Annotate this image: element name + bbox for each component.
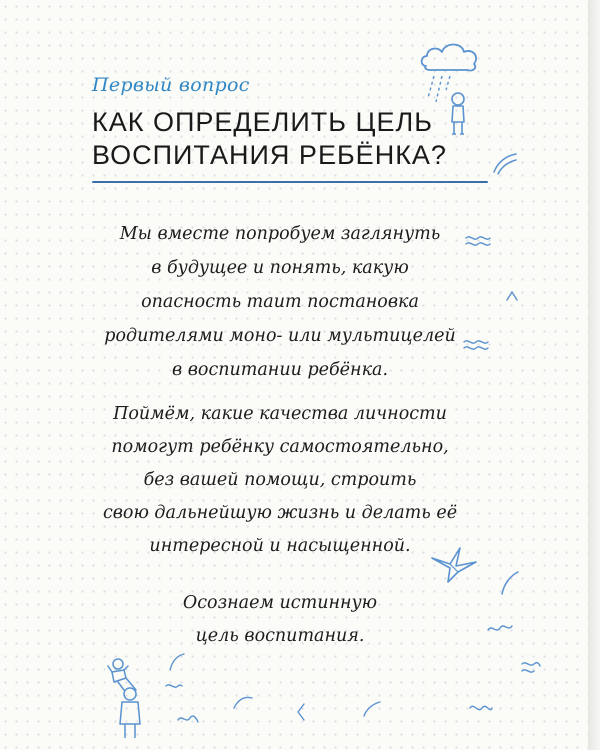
paragraph-line: в воспитании ребёнка. bbox=[171, 360, 389, 380]
title-line-2: ВОСПИТАНИЯ РЕБЁНКА? bbox=[92, 140, 447, 170]
paragraph-line: опасность таит постановка bbox=[141, 292, 419, 312]
paragraph-line: свою дальнейшую жизнь и делать её bbox=[102, 503, 458, 523]
wave-scribble-icon bbox=[498, 570, 520, 596]
wave-scribble-icon bbox=[492, 150, 518, 176]
paragraph-1 bbox=[70, 217, 490, 387]
child-in-rain-icon bbox=[446, 92, 470, 138]
wave-scribble-icon bbox=[360, 700, 382, 718]
title-line-1: КАК ОПРЕДЕЛИТЬ ЦЕЛЬ bbox=[92, 107, 433, 137]
paragraph-line: без вашей помощи, строить bbox=[143, 470, 417, 490]
paragraph-line: Поймём, какие качества личности bbox=[113, 404, 447, 424]
paragraph-line: родителями моно- или мультицелей bbox=[104, 326, 456, 346]
wave-scribble-icon bbox=[232, 694, 254, 712]
wave-scribble-icon bbox=[520, 660, 542, 676]
paragraph-3 bbox=[70, 587, 490, 653]
paragraph-line: помогут ребёнку самостоятельно, bbox=[111, 437, 449, 457]
parent-lifting-child-icon bbox=[100, 656, 156, 740]
wave-scribble-icon bbox=[164, 680, 184, 692]
paragraph-line: цель воспитания. bbox=[195, 626, 365, 646]
wave-scribble-icon bbox=[464, 232, 492, 248]
wave-scribble-icon bbox=[462, 336, 490, 352]
title-underline bbox=[92, 181, 488, 183]
wave-scribble-icon bbox=[468, 700, 494, 716]
paragraph-line: в будущее и понять, какую bbox=[151, 258, 409, 278]
page-edge bbox=[588, 0, 600, 750]
wave-scribble-icon bbox=[294, 702, 308, 722]
paragraph-line: Мы вместе попробуем заглянуть bbox=[119, 224, 441, 244]
wave-scribble-icon bbox=[504, 288, 520, 304]
wave-scribble-icon bbox=[166, 652, 186, 672]
origami-bird-icon bbox=[430, 544, 480, 584]
wave-scribble-icon bbox=[176, 712, 200, 726]
wave-scribble-icon bbox=[486, 620, 514, 636]
paragraph-line: интересной и насыщенной. bbox=[149, 536, 411, 556]
paragraph-line: Осознаем истинную bbox=[182, 593, 378, 613]
paragraph-2 bbox=[70, 398, 490, 563]
chapter-title bbox=[92, 106, 447, 172]
chapter-subtitle: Первый вопрос bbox=[92, 74, 250, 96]
